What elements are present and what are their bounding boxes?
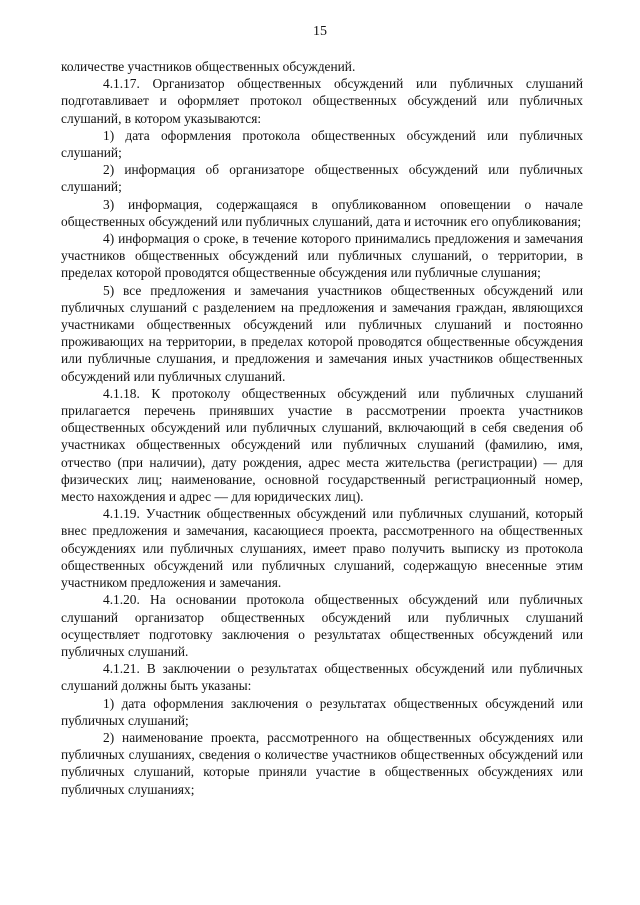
list-item-3: 3) информация, содержащаяся в опубликованном оповещении о начале общественных обсуждений или публичных слушаний, дата и источник его опубликования; xyxy=(61,196,583,229)
paragraph-4-1-17: 4.1.17. Организатор общественных обсуждений или публичных слушаний подготавливает и оформляет протокол общественных обсуждений или публичных слушаний, в котором указываются: xyxy=(61,76,583,126)
paragraph-4-1-20: 4.1.20. На основании протокола общественных обсуждений или публичных слушаний организатор общественных обсуждений или публичных слушаний осуществляет подготовку заключения о результатах общественных обсуждений или публичных слушаний. xyxy=(61,592,583,659)
conclusion-item-2: 2) наименование проекта, рассмотренного на общественных обсуждениях или публичных слушаниях, сведения о количестве участников общественных обсуждений или публичных слушаний, которые приняли участие в общественных обсуждениях или публичных слушаниях; xyxy=(61,729,583,797)
list-item-2: 2) информация об организаторе общественных обсуждений или публичных слушаний; xyxy=(61,162,583,195)
paragraph-continuation: количестве участников общественных обсуждений. xyxy=(61,59,356,74)
paragraph-4-1-18: 4.1.18. К протоколу общественных обсуждений или публичных слушаний прилагается перечень принявших участие в рассмотрении проекта участников общественных обсуждений или публичных слушаний, включающий в себя сведения об участниках общественных обсуждений или публичных слушаний (фамилию, имя, отчество (при наличии), дату рождения, адрес места жительства (регистрации) — для физических лиц; наименование, основной государственный регистрационный номер, место нахождения и адрес — для юридических лиц). xyxy=(61,385,583,505)
document-body xyxy=(61,58,583,798)
paragraph-4-1-21: 4.1.21. В заключении о результатах общественных обсуждений или публичных слушаний должны быть указаны: xyxy=(61,661,583,694)
list-item-5: 5) все предложения и замечания участников общественных обсуждений или публичных слушаний с разделением на предложения и замечания граждан, являющихся участниками общественных обсуждений или публичных слушаний и постоянно проживающих на территории, в пределах которой проводятся общественные обсуждения или публичные слушания, и предложения и замечания иных участников общественных обсуждений или публичных слушаний. xyxy=(61,282,583,384)
conclusion-item-1: 1) дата оформления заключения о результатах общественных обсуждений или публичных слушаний; xyxy=(61,695,583,728)
paragraph-4-1-19: 4.1.19. Участник общественных обсуждений или публичных слушаний, который внес предложения и замечания, касающиеся проекта, рассмотренного на общественных обсуждениях или публичных слушаниях, имеет право получить выписку из протокола общественных обсуждений или публичных слушаний, содержащую внесенные этим участником предложения и замечания. xyxy=(61,506,583,591)
list-item-4: 4) информация о сроке, в течение которого принимались предложения и замечания участников общественных обсуждений или публичных слушаний, о территории, в пределах которой проводятся общественные обсуждения или публичные слушания; xyxy=(61,231,583,281)
list-item-1: 1) дата оформления протокола общественных обсуждений или публичных слушаний; xyxy=(61,127,583,161)
page-number: 15 xyxy=(313,24,327,39)
